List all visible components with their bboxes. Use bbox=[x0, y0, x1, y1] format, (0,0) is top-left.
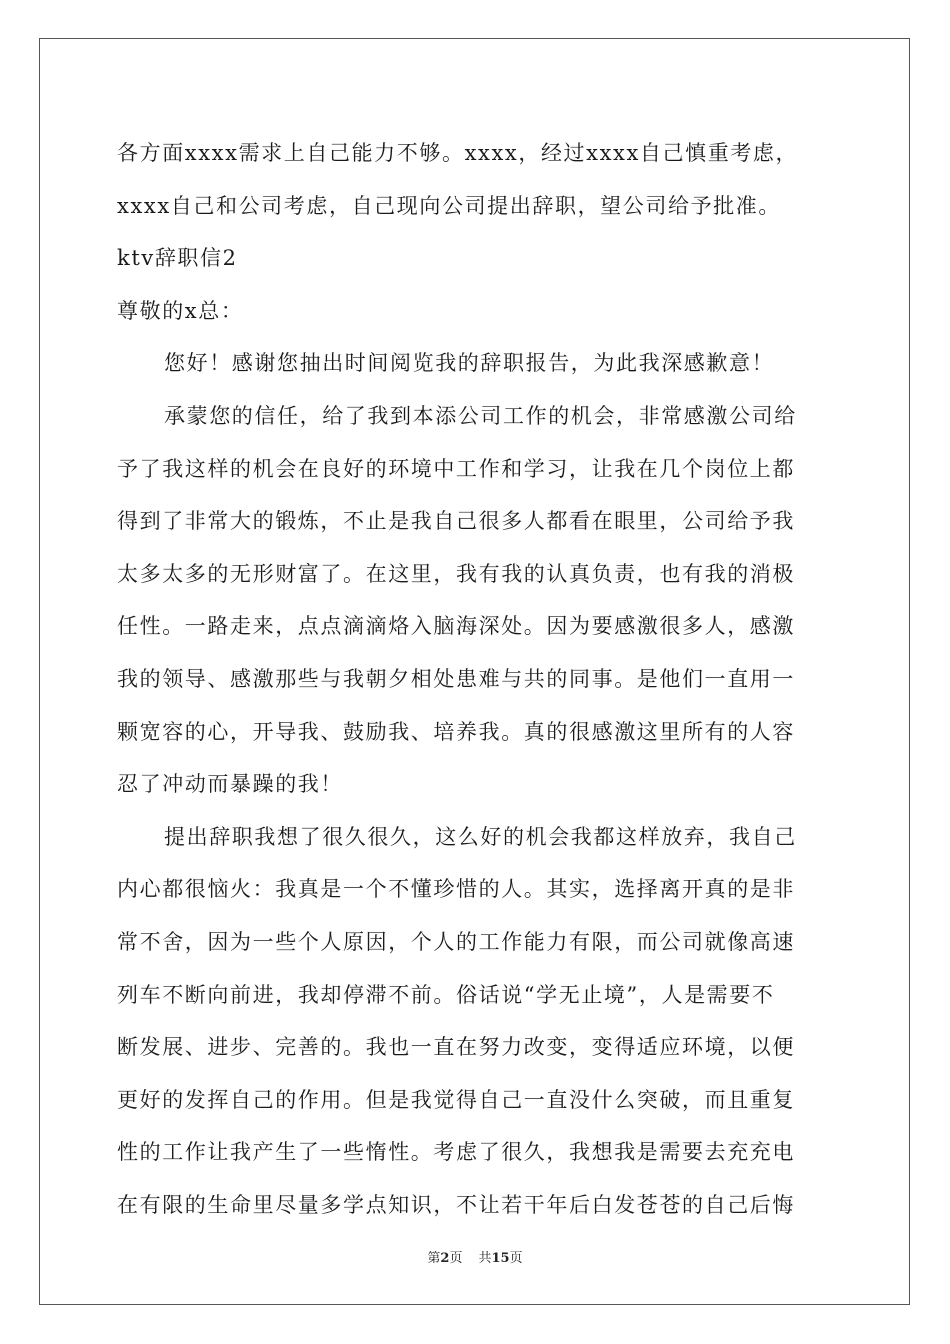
text-line: 太多太多的无形财富了。在这里，我有我的认真负责，也有我的消极 bbox=[117, 561, 795, 586]
page-prefix: 第 bbox=[427, 1251, 441, 1266]
text-line: xxxx自己和公司考虑，自己现向公司提出辞职，望公司给予批准。 bbox=[117, 193, 781, 218]
text-line: 各方面xxxx需求上自己能力不够。xxxx，经过xxxx自己慎重考虑， bbox=[117, 141, 799, 165]
text-line: 忍了冲动而暴躁的我！ bbox=[117, 772, 343, 797]
total-suffix: 页 bbox=[509, 1251, 523, 1266]
text-line: 予了我这样的机会在良好的环境中工作和学习，让我在几个岗位上都 bbox=[117, 456, 795, 481]
text-line: 更好的发挥自己的作用。但是我觉得自己一直没什么突破，而且重复 bbox=[117, 1087, 795, 1112]
paragraph-start: 您好！感谢您抽出时间阅览我的辞职报告，为此我深感歉意！ bbox=[164, 351, 775, 376]
paragraph-start: 提出辞职我想了很久很久，这么好的机会我都这样放弃，我自己 bbox=[164, 824, 797, 849]
section-heading: ktv辞职信2 bbox=[117, 246, 238, 271]
page-number: 2 bbox=[440, 1251, 450, 1266]
text-line: 常不舍，因为一些个人原因，个人的工作能力有限，而公司就像高速 bbox=[117, 929, 795, 954]
text-line: 断发展、进步、完善的。我也一直在努力改变，变得适应环境，以便 bbox=[117, 1035, 795, 1060]
text-line: 颗宽容的心，开导我、鼓励我、培养我。真的很感激这里所有的人容 bbox=[117, 719, 795, 744]
text-line: 列车不断向前进，我却停滞不前。俗话说“学无止境”，人是需要不 bbox=[117, 982, 775, 1007]
page-footer bbox=[0, 1247, 950, 1266]
salutation: 尊敬的x总： bbox=[117, 298, 244, 323]
text-line: 任性。一路走来，点点滴滴烙入脑海深处。因为要感激很多人，感激 bbox=[117, 614, 795, 639]
text-line: 得到了非常大的锻炼，不止是我自己很多人都看在眼里，公司给予我 bbox=[117, 509, 795, 534]
page-suffix: 页 bbox=[449, 1251, 463, 1266]
text-line: 性的工作让我产生了一些惰性。考虑了很久，我想我是需要去充充电 bbox=[117, 1140, 795, 1165]
total-prefix: 共 bbox=[478, 1251, 492, 1266]
document-body bbox=[117, 127, 837, 1231]
paragraph-start: 承蒙您的信任，给了我到本添公司工作的机会，非常感激公司给 bbox=[164, 403, 797, 428]
text-line: 在有限的生命里尽量多学点知识，不让若干年后白发苍苍的自己后悔 bbox=[117, 1192, 795, 1217]
total-pages: 15 bbox=[491, 1251, 510, 1266]
text-line: 内心都很恼火：我真是一个不懂珍惜的人。其实，选择离开真的是非 bbox=[117, 877, 795, 902]
text-line: 我的领导、感激那些与我朝夕相处患难与共的同事。是他们一直用一 bbox=[117, 666, 795, 691]
